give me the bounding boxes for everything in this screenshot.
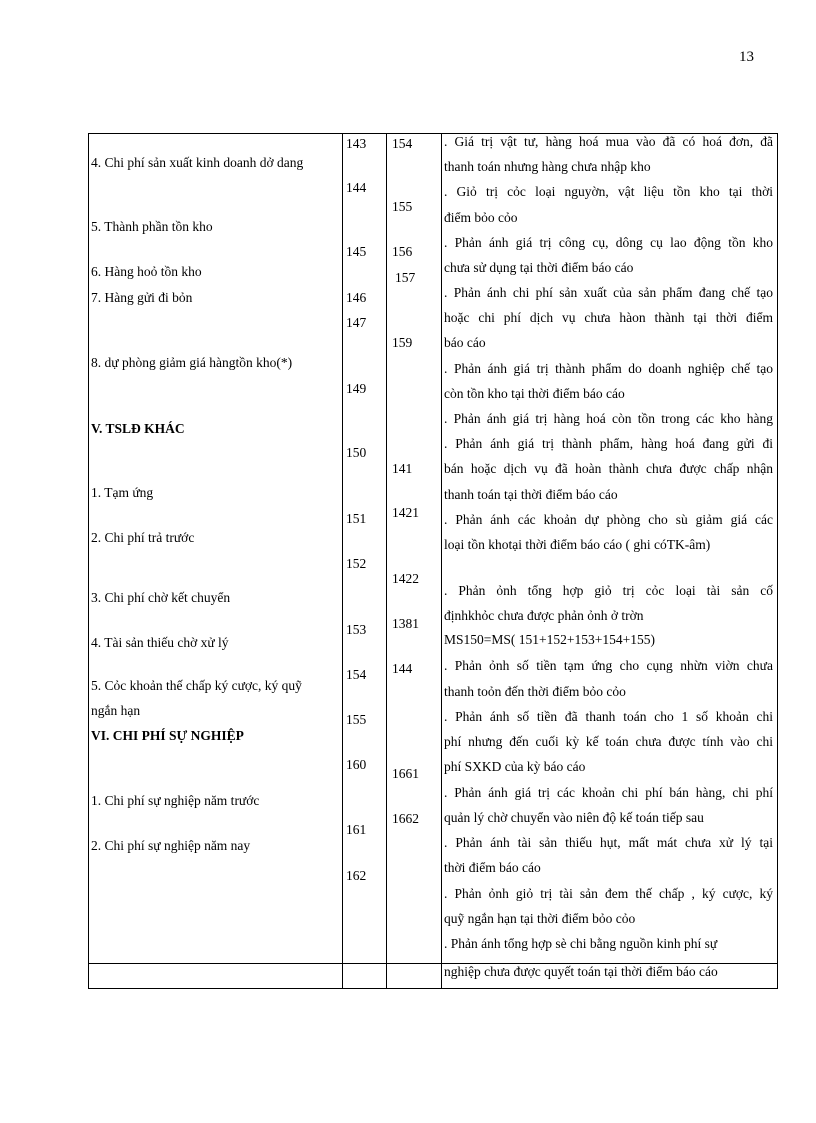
description-line: MS150=MS( 151+152+153+154+155) (444, 632, 655, 647)
description-line: địnhkhỏc chưa được phản ỏnh ở trờn (444, 608, 644, 623)
item-code: 150 (346, 445, 367, 460)
item-name: 5. Thành phần tồn kho (91, 219, 213, 234)
description-line: . Phản ánh giá trị các khoản chi phí bán hàng, chi phí (444, 785, 773, 800)
description-line: điểm bỏo cỏo (444, 210, 518, 225)
table-border-left (88, 133, 89, 989)
section-heading: V. TSLĐ KHÁC (91, 421, 185, 436)
description-line: . Giá trị vật tư, hàng hoá mua vào đã có hoá đơn, đã (444, 134, 773, 149)
item-name: 1. Tạm ứng (91, 485, 154, 500)
account-number: 141 (392, 461, 413, 476)
description-line: thời điểm báo cáo (444, 860, 541, 875)
description-line: còn tồn kho tại thời điểm báo cáo (444, 386, 625, 401)
table-border-right (777, 133, 778, 989)
description-line: phí SXKD của kỳ báo cáo (444, 759, 586, 774)
description-line: . Phản ánh giá trị công cụ, dông cụ lao động tồn kho (444, 235, 773, 250)
description-line: . Phản ánh số tiền đã thanh toán cho 1 số khoản chi (444, 709, 773, 724)
item-code: 155 (346, 712, 367, 727)
item-name: 8. dự phòng giảm giá hàngtồn kho(*) (91, 355, 293, 370)
description-line: quản lý chờ chuyển vào niên độ kế toán tiếp sau (444, 810, 704, 825)
account-number: 1421 (392, 505, 419, 520)
item-code: 145 (346, 244, 367, 259)
item-code: 152 (346, 556, 367, 571)
item-code: 151 (346, 511, 367, 526)
description-line: . Phản ỏnh tổng hợp giỏ trị cỏc loại tài sản cố (444, 583, 773, 598)
account-number: 1422 (392, 571, 419, 586)
description-line: loại tồn khotại thời điểm báo cáo ( ghi cóTK-âm) (444, 537, 711, 552)
item-code: 146 (346, 290, 367, 305)
item-code: 144 (346, 180, 367, 195)
item-code: 161 (346, 822, 367, 837)
description-line: hoặc chi phí dịch vụ chưa hàon thành tại thời điểm (444, 310, 773, 325)
item-code: 147 (346, 315, 367, 330)
description-line: chưa sử dụng tại thời điểm báo cáo (444, 260, 634, 275)
account-number: 159 (392, 335, 413, 350)
account-number: 157 (395, 270, 416, 285)
description-line: . Phản ánh giá trị thành phẩm do doanh nghiệp chế tạo (444, 361, 773, 376)
item-name: 2. Chi phí trả trước (91, 530, 195, 545)
account-number: 1661 (392, 766, 419, 781)
item-name: ngắn hạn (91, 703, 141, 718)
description-line: phí nhưng đến cuối kỳ kế toán chưa được tính vào chi (444, 734, 773, 749)
table-border-bottom (88, 988, 778, 989)
page-number: 13 (739, 49, 754, 65)
account-number: 156 (392, 244, 413, 259)
description-line: . Phản ánh giá trị thành phẩm, hàng hoá đang gửi đi (444, 436, 773, 451)
description-line: quỹ ngắn hạn tại thời điểm bỏo cỏo (444, 911, 636, 926)
item-code: 162 (346, 868, 367, 883)
table-column-divider (386, 133, 387, 989)
item-code: 149 (346, 381, 367, 396)
description-line: nghiệp chưa được quyết toán tại thời điểm báo cáo (444, 964, 718, 979)
item-name: 5. Cỏc khoản thế chấp ký cược, ký quỹ (91, 678, 302, 693)
description-line: . Phản ánh tổng hợp sè chi bằng nguồn kinh phí sự (444, 936, 718, 951)
section-heading: VI. CHI PHÍ SỰ NGHIỆP (91, 728, 244, 743)
account-number: 155 (392, 199, 413, 214)
item-name: 3. Chi phí chờ kết chuyển (91, 590, 231, 605)
account-number: 1662 (392, 811, 419, 826)
description-line: thanh toỏn đến thời điểm bỏo cỏo (444, 684, 626, 699)
description-line: . Phản ánh chi phí sản xuất của sản phẩm đang chế tạo (444, 285, 773, 300)
item-name: 1. Chi phí sự nghiệp năm trước (91, 793, 260, 808)
description-line: . Phản ỏnh số tiền tạm ứng cho cụng nhừn viờn chưa (444, 658, 773, 673)
table-column-divider (441, 133, 442, 989)
item-name: 6. Hàng hoỏ tồn kho (91, 264, 202, 279)
account-number: 1381 (392, 616, 419, 631)
description-line: báo cáo (444, 335, 486, 350)
item-code: 153 (346, 622, 367, 637)
account-number: 144 (392, 661, 413, 676)
description-line: thanh toán tại thời điểm báo cáo (444, 487, 618, 502)
description-line: . Phản ánh giá trị hàng hoá còn tồn trong các kho hàng (444, 411, 773, 426)
item-name: 2. Chi phí sự nghiệp năm nay (91, 838, 251, 853)
description-line: bán hoặc dịch vụ đã hoàn thành chưa được chấp nhận (444, 461, 773, 476)
account-number: 154 (392, 136, 413, 151)
description-line: . Phản ánh tài sản thiếu hụt, mất mát chưa xử lý tại (444, 835, 773, 850)
description-line: . Giỏ trị cỏc loại nguyờn, vật liệu tồn kho tại thời (444, 184, 773, 199)
description-line: . Phản ánh các khoản dự phòng cho sù giảm giá các (444, 512, 773, 527)
item-code: 154 (346, 667, 367, 682)
item-name: 4. Chi phí sản xuất kinh doanh dở dang (91, 155, 304, 170)
item-name: 4. Tài sản thiếu chờ xử lý (91, 635, 229, 650)
table-column-divider (342, 133, 343, 989)
item-name: 7. Hàng gửi đi bỏn (91, 290, 193, 305)
item-code: 160 (346, 757, 367, 772)
description-line: thanh toán nhưng hàng chưa nhập kho (444, 159, 651, 174)
item-code: 143 (346, 136, 367, 151)
description-line: . Phản ỏnh giỏ trị tài sản đem thế chấp , ký cược, ký (444, 886, 773, 901)
